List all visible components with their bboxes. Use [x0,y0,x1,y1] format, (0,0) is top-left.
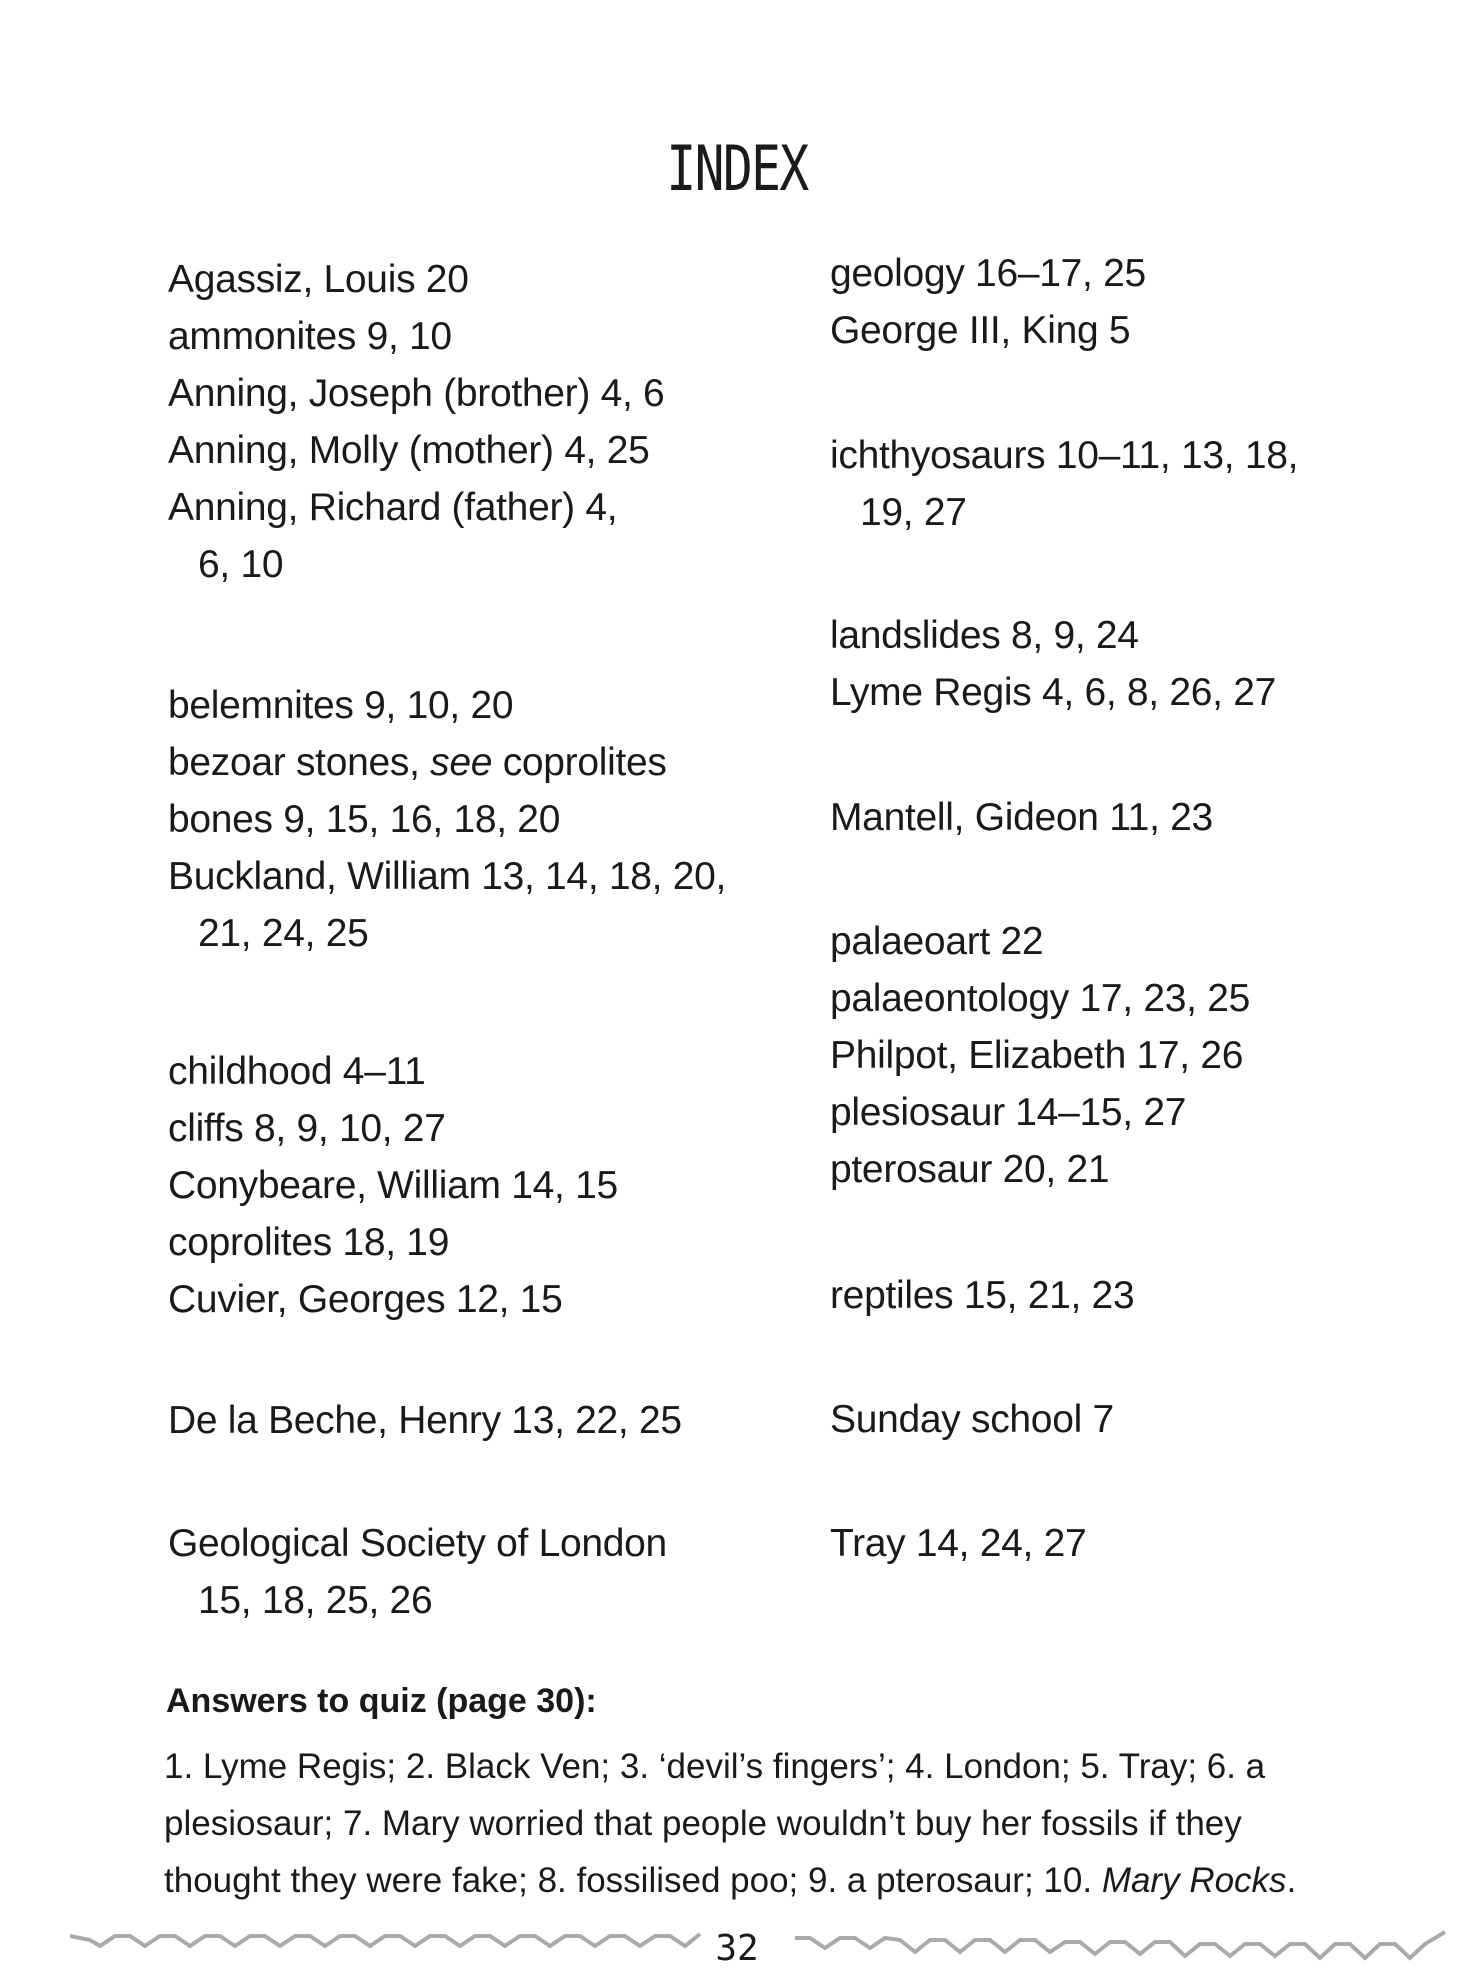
index-entry-line: geology 16–17, 25 [830,252,1146,295]
index-entry [830,664,1276,721]
index-group [830,913,1250,1198]
index-entry-line: pterosaur 20, 21 [830,1148,1110,1191]
index-entry-continuation: 6, 10 [198,543,284,586]
index-entry-continuation: 15, 18, 25, 26 [198,1579,433,1622]
index-entry [168,848,726,962]
index-entry-line [168,734,726,791]
index-entry [830,245,1146,302]
index-entry [168,308,664,365]
index-entry [168,1392,682,1449]
index-entry-line: belemnites 9, 10, 20 [168,684,514,727]
index-entry [168,1157,618,1214]
index-entry-line: ichthyosaurs 10–11, 13, 18, [830,434,1299,477]
index-entry-line: ammonites 9, 10 [168,315,452,358]
index-group [830,245,1146,359]
index-entry-line: De la Beche, Henry 13, 22, 25 [168,1399,682,1442]
index-entry-line: reptiles 15, 21, 23 [830,1274,1135,1317]
answers-line: 1. Lyme Regis; 2. Black Ven; 3. ‘devil’s fingers’; 4. London; 5. Tray; 6. a [164,1747,1266,1786]
index-entry-line: Anning, Joseph (brother) 4, 6 [168,372,665,415]
index-group [830,1515,1086,1572]
index-entry [830,913,1250,970]
index-group [830,1267,1134,1324]
index-entry [168,1271,618,1328]
index-entry [830,302,1146,359]
index-ref-text: coprolites [492,741,667,784]
index-entry [830,1027,1250,1084]
index-entry-line: Anning, Richard (father) 4, [168,486,618,529]
answers-line-text: . [1286,1861,1297,1900]
answers-heading: Answers to quiz (page 30): [166,1682,597,1720]
index-entry-line: plesiosaur 14–15, 27 [830,1091,1187,1134]
index-entry-line: coprolites 18, 19 [168,1221,450,1264]
index-entry [168,365,664,422]
answers-line-text: 10. [1043,1861,1102,1900]
answers-line-text: thought they were fake; 8. fossilised poo; 9. a pterosaur; [164,1861,1044,1900]
index-entry [168,422,664,479]
index-entry-line: Anning, Molly (mother) 4, 25 [168,429,650,472]
answers-line [164,1852,1296,1909]
page-title: INDEX [666,132,808,205]
index-group [168,1515,667,1629]
answers-italic-title: Mary Rocks [1101,1861,1287,1900]
index-entry-line: Cuvier, Georges 12, 15 [168,1278,563,1321]
index-entry [830,427,1298,541]
index-group [168,251,664,593]
index-entry [168,1515,667,1629]
index-entry [168,734,726,791]
index-entry-line: Sunday school 7 [830,1398,1114,1441]
index-group [830,427,1298,541]
index-entry-line: Conybeare, William 14, 15 [168,1164,618,1207]
index-group [830,607,1276,721]
index-entry [830,789,1213,846]
index-entry-continuation: 19, 27 [860,491,967,534]
index-entry-line: palaeontology 17, 23, 25 [830,977,1250,1020]
index-entry-line: bones 9, 15, 16, 18, 20 [168,798,561,841]
index-see-text: see [430,741,493,784]
index-entry [830,1391,1114,1448]
index-entry [168,479,664,593]
index-entry-line: Buckland, William 13, 14, 18, 20, [168,855,727,898]
index-entry-line: Agassiz, Louis 20 [168,258,469,301]
index-entry-line: Lyme Regis 4, 6, 8, 26, 27 [830,671,1277,714]
index-entry [168,1043,618,1100]
index-entry-line: Mantell, Gideon 11, 23 [830,796,1213,839]
index-entry-line: George III, King 5 [830,309,1131,352]
index-term-text: bezoar stones, [168,741,431,784]
index-group [830,789,1213,846]
index-entry [830,607,1276,664]
index-group [168,1043,618,1328]
index-entry-line: childhood 4–11 [168,1050,426,1093]
index-entry-continuation: 21, 24, 25 [198,912,369,955]
index-entry-line: cliffs 8, 9, 10, 27 [168,1107,446,1150]
index-entry [830,1267,1134,1324]
index-entry-line: landslides 8, 9, 24 [830,614,1139,657]
index-entry [168,791,726,848]
index-entry [830,1515,1086,1572]
index-entry [168,1100,618,1157]
index-entry [168,677,726,734]
answers-line: plesiosaur; 7. Mary worried that people wouldn’t buy her fossils if they [164,1804,1242,1843]
index-entry [830,1084,1250,1141]
index-group [168,1392,682,1449]
index-group [830,1391,1114,1448]
index-entry [830,1141,1250,1198]
page-number: 32 [715,1928,759,1969]
index-group [168,677,726,962]
index-entry-line: Philpot, Elizabeth 17, 26 [830,1034,1244,1077]
answers-body [164,1738,1296,1909]
index-entry-line: palaeoart 22 [830,920,1044,963]
index-entry [830,970,1250,1027]
index-entry [168,1214,618,1271]
index-entry-line: Tray 14, 24, 27 [830,1522,1087,1565]
index-entry [168,251,664,308]
index-entry-line: Geological Society of London [168,1522,667,1565]
